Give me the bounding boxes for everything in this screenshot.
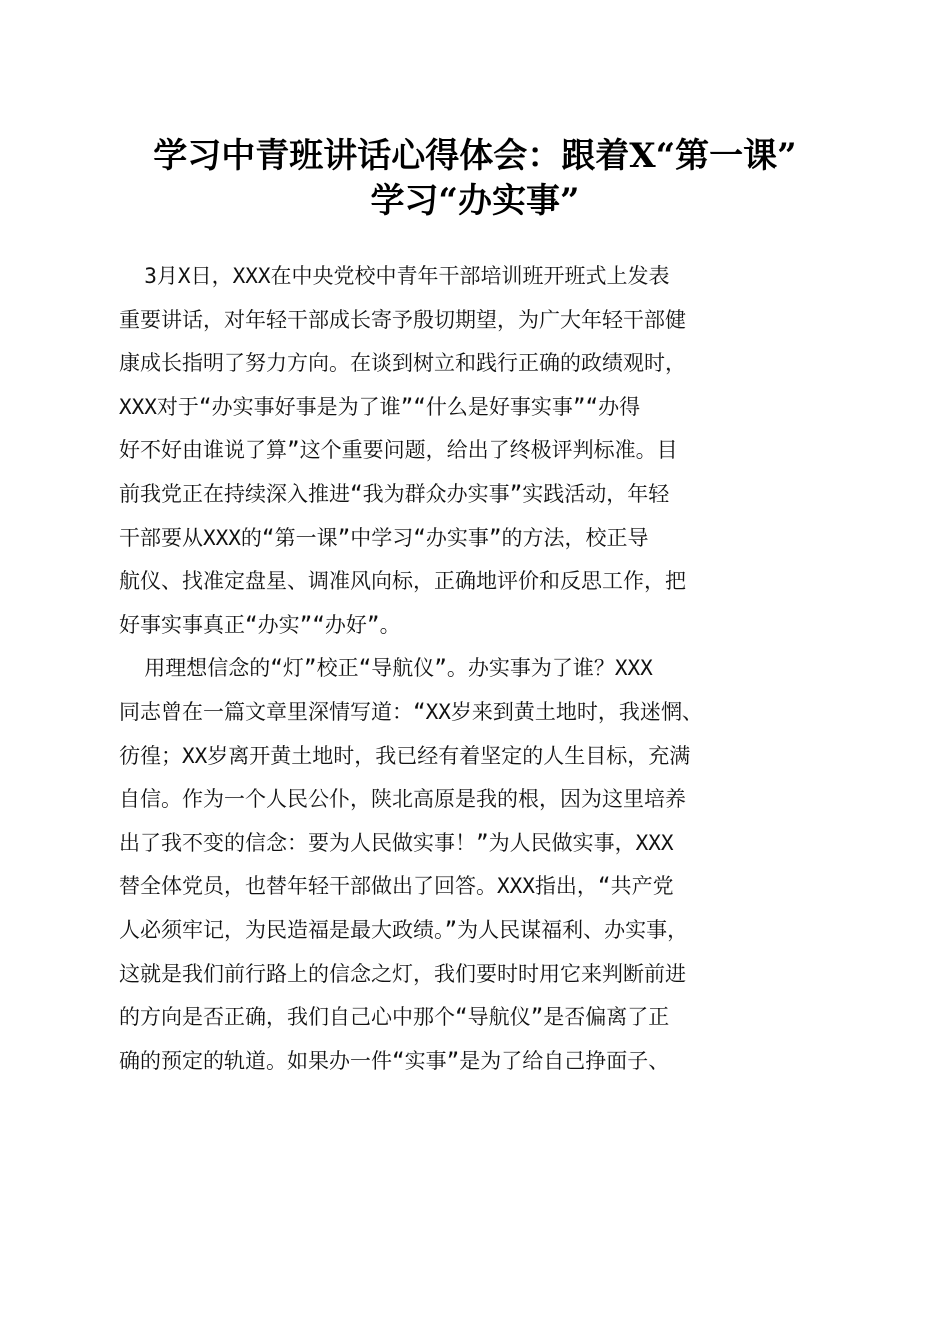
paragraph-line: 替全体党员，也替年轻干部做出了回答。XXX指出，“共产党 — [119, 874, 674, 899]
paragraph-line: 用理想信念的“灯”校正“导航仪”。办实事为了谁？XXX — [119, 656, 653, 681]
paragraph-line: XXX对于“办实事好事是为了谁”“什么是好事实事”“办得 — [119, 394, 641, 419]
paragraph-line: 自信。作为一个人民公仆，陕北高原是我的根，因为这里培养 — [119, 787, 686, 812]
paragraph-2 — [119, 647, 831, 1083]
paragraph-line: 好不好由谁说了算”这个重要问题，给出了终极评判标准。目 — [119, 438, 678, 463]
title-line: 学习中青班讲话心得体会：跟着X“第一课” — [153, 136, 797, 176]
paragraph-line: 康成长指明了努力方向。在谈到树立和践行正确的政绩观时， — [119, 351, 686, 376]
paragraph-line: 重要讲话，对年轻干部成长寄予殷切期望，为广大年轻干部健 — [119, 307, 686, 332]
paragraph-line: 彷徨；XX岁离开黄土地时，我已经有着坚定的人生目标，充满 — [119, 743, 691, 768]
title-line: 学习“办实事” — [370, 181, 580, 221]
paragraph-line: 人必须牢记，为民造福是最大政绩。”为人民谋福利、办实事， — [119, 917, 689, 942]
paragraph-line: 3月X日，XXX在中央党校中青年干部培训班开班式上发表 — [119, 264, 670, 288]
document-title — [100, 134, 850, 224]
paragraph-line: 前我党正在持续深入推进“我为群众办实事”实践活动，年轻 — [119, 481, 670, 506]
paragraph-line: 的方向是否正确，我们自己心中那个“导航仪”是否偏离了正 — [119, 1005, 670, 1030]
paragraph-line: 确的预定的轨道。如果办一件“实事”是为了给自己挣面子、 — [119, 1048, 670, 1073]
paragraph-line: 航仪、找准定盘星、调准风向标，正确地评价和反思工作，把 — [119, 569, 686, 594]
document-body — [119, 255, 831, 1083]
paragraph-line: 干部要从XXX的“第一课”中学习“办实事”的方法，校正导 — [119, 525, 649, 550]
paragraph-line: 同志曾在一篇文章里深情写道：“XX岁来到黄土地时，我迷惘、 — [119, 699, 703, 724]
paragraph-line: 这就是我们前行路上的信念之灯，我们要时时用它来判断前进 — [119, 961, 686, 986]
paragraph-1 — [119, 255, 831, 647]
paragraph-line: 好事实事真正“办实”“办好”。 — [119, 612, 401, 637]
paragraph-line: 出了我不变的信念：要为人民做实事！”为人民做实事，XXX — [119, 830, 674, 855]
